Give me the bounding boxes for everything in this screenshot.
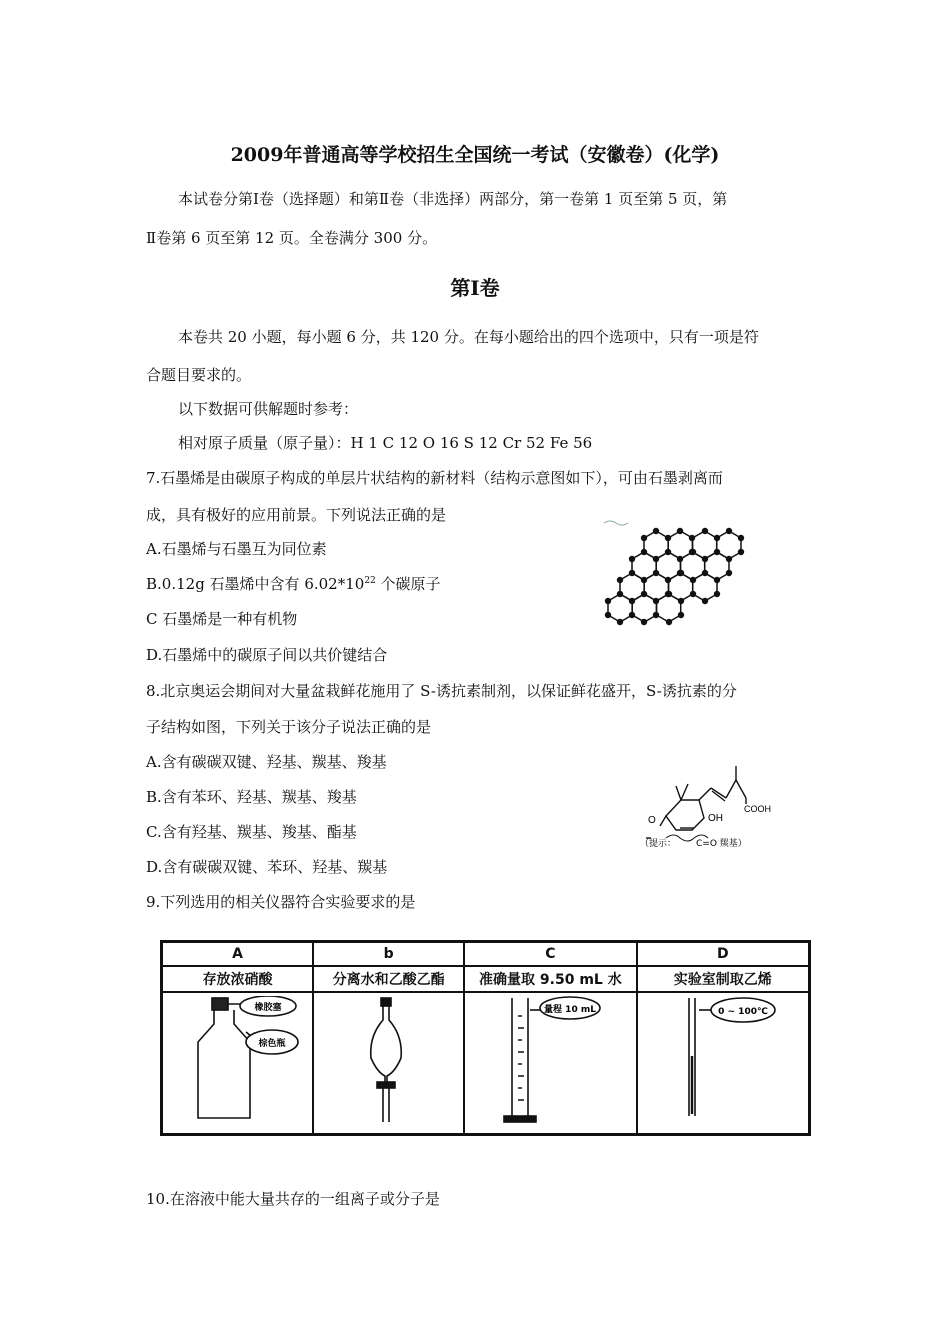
col-b-task: 分离水和乙酸乙酯 (313, 966, 464, 992)
intro-line-2: Ⅱ卷第 6 页至第 12 页。全卷满分 300 分。 (146, 229, 438, 247)
carbon-atom (714, 535, 720, 541)
carbon-atom (605, 598, 611, 604)
section-title: 第Ⅰ卷 (450, 276, 500, 300)
section-intro-line-2: 合题目要求的。 (146, 366, 252, 384)
col-d-header: D (637, 942, 810, 967)
carbon-atom (702, 556, 708, 562)
carbon-atom (629, 556, 635, 562)
page-title: 2009年普通高等学校招生全国统一考试（安徽卷）(化学) (230, 144, 720, 166)
carbon-atom (617, 577, 623, 583)
q7-option-d: D.石墨烯中的碳原子间以共价键结合 (146, 646, 388, 664)
reference-note: 以下数据可供解题时参考： (178, 400, 359, 418)
section-intro-line-1: 本卷共 20 小题，每小题 6 分，共 120 分。在每小题给出的四个选项中，只有一项是符 (178, 328, 759, 346)
molecule-hint-label: （提示： (640, 839, 677, 849)
carbon-atom (678, 598, 684, 604)
graphene-hexagon (632, 594, 656, 622)
carbon-atom (629, 612, 635, 618)
carbon-atom (666, 619, 672, 625)
q8-stem-2: 子结构如图，下列关于该分子说法正确的是 (146, 718, 432, 736)
carbon-atom (653, 612, 659, 618)
carbon-atom (702, 598, 708, 604)
carbon-atom (605, 612, 611, 618)
carbon-atom (629, 598, 635, 604)
cylinder-range-label: 量程 10 mL (544, 1005, 597, 1015)
carbon-atom (641, 577, 647, 583)
q7-option-c: C 石墨烯是一种有机物 (146, 610, 298, 628)
col-a-task: 存放浓硝酸 (162, 966, 314, 992)
col-d-image (637, 992, 810, 1135)
graduated-cylinder-drawing (470, 996, 630, 1126)
carbon-atom (726, 570, 732, 576)
q8-option-a: A.含有碳碳双键、羟基、羰基、羧基 (146, 753, 387, 771)
intro-line-1: 本试卷分第Ⅰ卷（选择题）和第Ⅱ卷（非选择）两部分，第一卷第 1 页至第 5 页，第 (178, 190, 728, 208)
carbon-atom (641, 591, 647, 597)
s-abscisic-acid-structure (636, 756, 796, 856)
carbon-atom (653, 528, 659, 534)
thermometer-range-label: 0 ~ 100℃ (717, 1007, 768, 1017)
carbon-atom (653, 570, 659, 576)
col-b-header: b (313, 942, 464, 967)
graphene-hexagon (657, 594, 681, 622)
q7-stem-2: 成，具有极好的应用前景。下列说法正确的是 (146, 506, 447, 524)
carbon-atom (629, 570, 635, 576)
carbon-atom (653, 598, 659, 604)
carbon-atom (726, 528, 732, 534)
q8-stem-1: 8.北京奥运会期间对大量盆栽鲜花施用了 S-诱抗素制剂，以保证鲜花盛开，S-诱抗素的分 (146, 682, 737, 700)
atomic-masses: 相对原子质量（原子量）：H 1 C 12 O 16 S 12 Cr 52 Fe 56 (178, 434, 593, 452)
carbon-atom (678, 570, 684, 576)
col-c-image (464, 992, 636, 1135)
separatory-funnel-drawing (319, 996, 459, 1126)
graphene-hexagon (608, 594, 632, 622)
carbon-atom (690, 549, 696, 555)
col-d-task: 实验室制取乙烯 (637, 966, 810, 992)
brown-bottle-label: 棕色瓶 (258, 1039, 286, 1049)
carbon-atom (702, 528, 708, 534)
molecule-bonds (646, 766, 746, 841)
carbon-atom (641, 535, 647, 541)
graphene-hexagon (693, 573, 717, 601)
carbon-atom (666, 591, 672, 597)
carbon-atom (617, 619, 623, 625)
carbon-atom (665, 577, 671, 583)
carbon-atom (665, 535, 671, 541)
q7-option-b: B.0.12g 石墨烯中含有 $6.02*10^{22}$ 个碳原子 (146, 575, 441, 593)
thermometer-drawing (643, 996, 803, 1126)
carbon-atom (738, 535, 744, 541)
carbon-atom (653, 556, 659, 562)
molecule-oh-label: OH (708, 813, 723, 824)
reagent-bottle-drawing (168, 996, 308, 1126)
q8-option-d: D.含有碳碳双键、苯环、羟基、羰基 (146, 858, 388, 876)
apparatus-table (160, 940, 811, 1136)
carbon-atom (714, 549, 720, 555)
carbon-atom (726, 556, 732, 562)
q10-stem: 10.在溶液中能大量共存的一组离子或分子是 (146, 1190, 440, 1208)
molecule-cooh-label: COOH (744, 804, 771, 814)
carbon-atom (690, 591, 696, 597)
col-a-header: A (162, 942, 314, 967)
carbon-atom (641, 549, 647, 555)
carbon-atom (738, 549, 744, 555)
col-c-header: C (464, 942, 636, 967)
carbon-atom (617, 591, 623, 597)
col-b-image (313, 992, 464, 1135)
q8-option-b: B.含有苯环、羟基、羰基、羧基 (146, 788, 357, 806)
carbon-atom (665, 549, 671, 555)
q7-option-a: A.石墨烯与石墨互为同位素 (146, 540, 327, 558)
molecule-hint-carbonyl: C=O 羰基） (696, 839, 747, 849)
carbon-atom (678, 612, 684, 618)
carbon-atom (677, 556, 683, 562)
carbon-atom (714, 577, 720, 583)
carbon-atom (714, 591, 720, 597)
carbon-atom (677, 528, 683, 534)
col-c-task: 准确量取 9.50 mL 水 (464, 966, 636, 992)
carbon-atom (690, 577, 696, 583)
q8-option-c: C.含有羟基、羰基、羧基、酯基 (146, 823, 357, 841)
q7-stem-1: 7.石墨烯是由碳原子构成的单层片状结构的新材料（结构示意图如下），可由石墨剥离而 (146, 469, 723, 487)
carbon-atom (689, 535, 695, 541)
stopper-label: 橡胶塞 (254, 1003, 282, 1013)
q9-stem: 9.下列选用的相关仪器符合实验要求的是 (146, 893, 416, 911)
carbon-atom (702, 570, 708, 576)
molecule-o-label: O (648, 815, 656, 826)
graphene-diagram (598, 515, 748, 627)
carbon-atom (641, 619, 647, 625)
col-a-image (162, 992, 314, 1135)
